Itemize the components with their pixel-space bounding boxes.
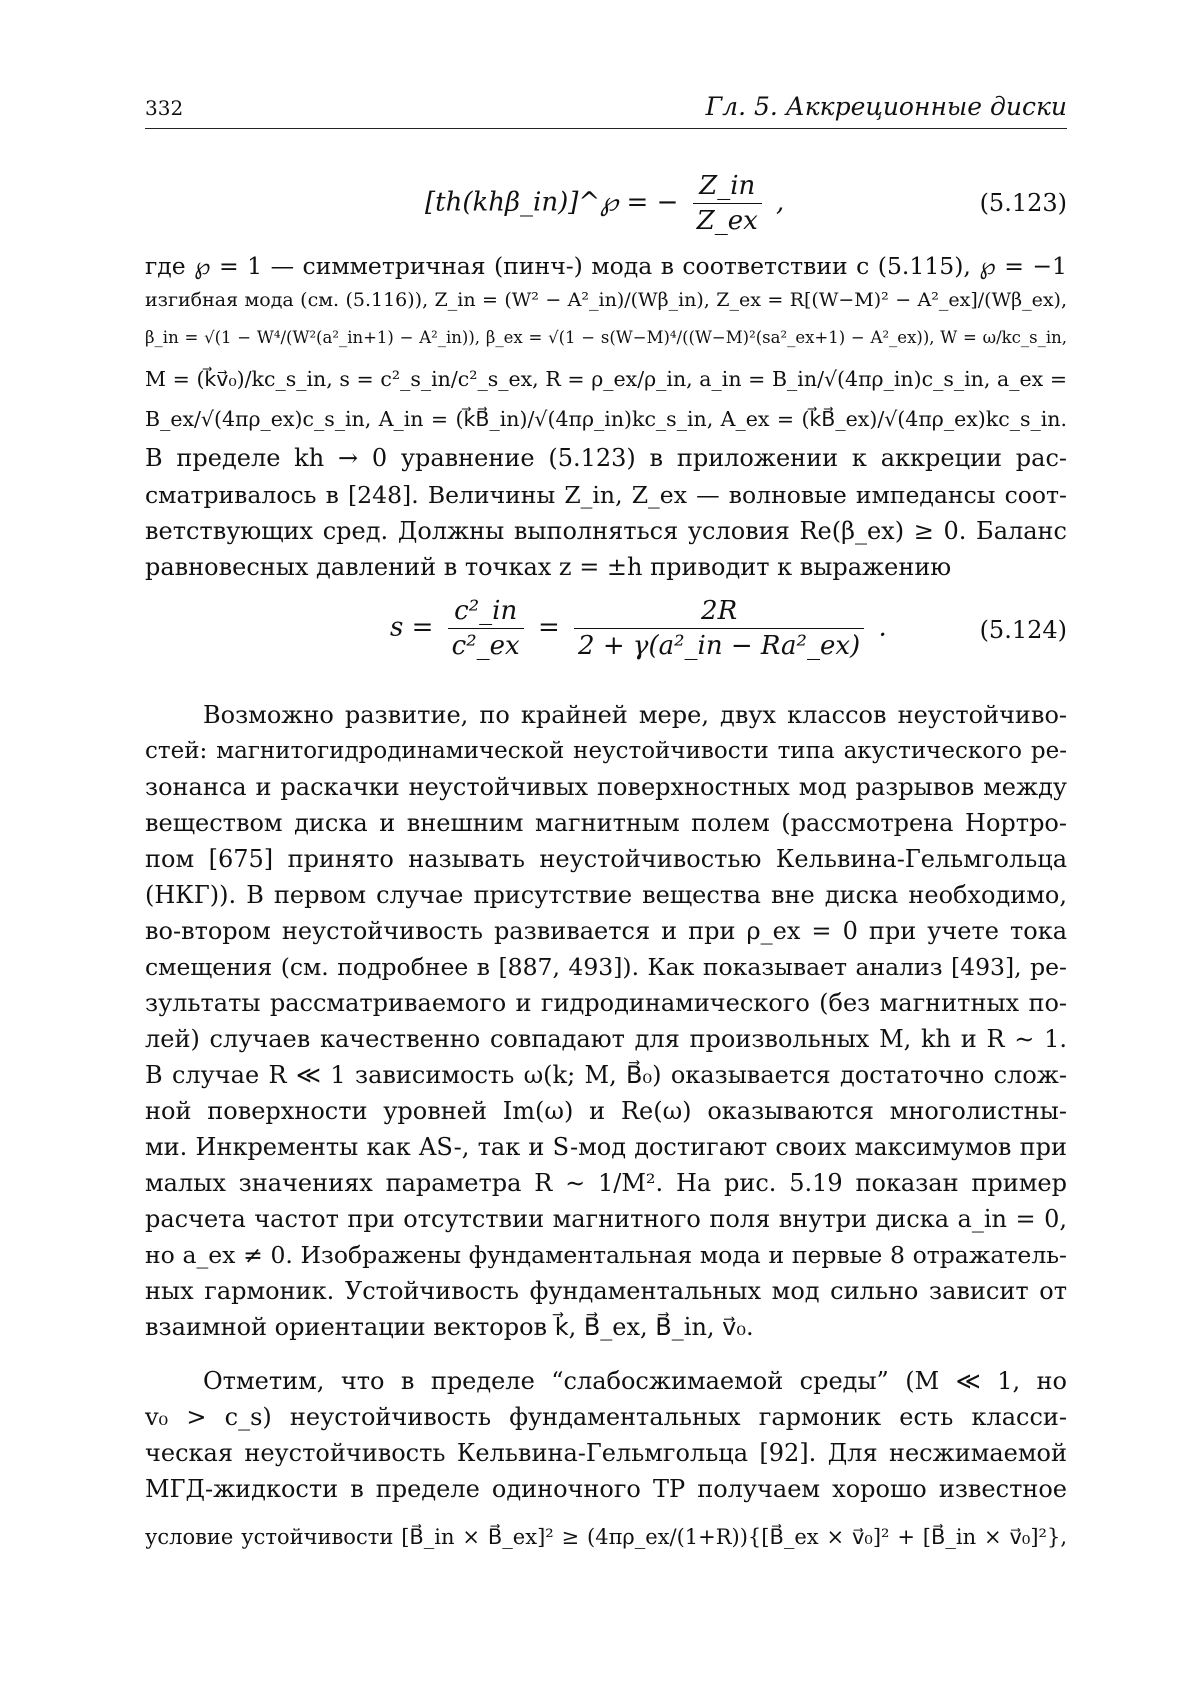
text-line: расчета частот при отсутствии магнитного поля внутри диска a_in = 0,	[145, 1205, 1067, 1233]
text-line: лей) случаев качественно совпадают для произвольных M, kh и R ∼ 1.	[145, 1025, 1067, 1053]
text-line: смещения (см. подробнее в [887, 493]). Как показывает анализ [493], ре-	[145, 953, 1067, 981]
text-line: но a_ex ≠ 0. Изображены фундаментальная мода и первые 8 отражатель-	[145, 1241, 1067, 1269]
text-line: B_ex/√(4πρ_ex)c_s_in, A_in = (k⃗B⃗_in)/√(4πρ_in)kc_s_in, A_ex = (k⃗B⃗_ex)/√(4πρ_ex)kc_s_in.	[145, 407, 1067, 431]
text-line: зонанса и раскачки неустойчивых поверхностных мод разрывов между	[145, 773, 1067, 801]
text-line: зультаты рассматриваемого и гидродинамического (без магнитных по-	[145, 989, 1067, 1017]
fraction-denominator: c²_ex	[451, 631, 520, 661]
equation-5-123	[145, 165, 1067, 245]
fraction-denominator: 2 + γ(a²_in − Ra²_ex)	[578, 631, 861, 661]
text-line: условие устойчивости [B⃗_in × B⃗_ex]² ≥ (4πρ_ex/(1+R)){[B⃗_ex × v⃗₀]² + [B⃗_in × v⃗₀]²},	[145, 1525, 1067, 1549]
text-line: во-втором неустойчивость развивается и при ρ_ex = 0 при учете тока	[145, 917, 1067, 945]
chapter-title: Гл. 5. Аккреционные диски	[705, 92, 1067, 121]
running-header	[145, 92, 1067, 129]
equation-mid: =	[537, 612, 560, 643]
fraction-numerator: Z_in	[693, 169, 762, 204]
text-line: В случае R ≪ 1 зависимость ω(k; M, B⃗₀) оказывается достаточно слож-	[145, 1061, 1067, 1089]
text-line: стей: магнитогидродинамической неустойчивости типа акустического ре-	[145, 738, 1067, 764]
text-line: равновесных давлений в точках z = ±h приводит к выражению	[145, 553, 952, 581]
text-line: МГД-жидкости в пределе одиночного ТР получаем хорошо известное	[145, 1475, 1067, 1503]
text-line: В пределе kh → 0 уравнение (5.123) в приложении к аккреции рас-	[145, 444, 1067, 472]
equation-body: [th(khβ_in)]^℘ = − $\frac{Z\_in}{Z\_ex}$ ,	[425, 171, 785, 236]
text-line: ветствующих сред. Должны выполняться условия Re(β_ex) ≥ 0. Баланс	[145, 517, 1067, 545]
text-line: ческая неустойчивость Кельвина-Гельмгольца [92]. Для несжимаемой	[145, 1439, 1067, 1467]
text-line: (НКГ)). В первом случае присутствие вещества вне диска необходимо,	[145, 881, 1067, 909]
equation-body	[390, 594, 887, 663]
text-line: M = (k⃗v⃗₀)/kc_s_in, s = c²_s_in/c²_s_ex, R = ρ_ex/ρ_in, a_in = B_in/√(4πρ_in)c_s_in, a_ex =	[145, 367, 1067, 391]
equation-fraction	[693, 169, 762, 238]
equation-number: (5.123)	[979, 189, 1067, 217]
fraction-numerator: 2R	[574, 594, 864, 629]
text-line: пом [675] принято называть неустойчивостью Кельвина-Гельмгольца	[145, 845, 1067, 873]
text-line: где ℘ = 1 — симметричная (пинч-) мода в соответствии с (5.115), ℘ = −1	[145, 252, 1067, 280]
text-line: малых значениях параметра R ∼ 1/M². На рис. 5.19 показан пример	[145, 1169, 1067, 1197]
text-line: β_in = √(1 − W⁴/(W²(a²_in+1) − A²_in)), β_ex = √(1 − s(W−M)⁴/((W−M)²(sa²_ex+1) − A²_ex)), W = ω/kc_s_in,	[145, 328, 1067, 347]
text-line: ми. Инкременты как AS-, так и S-мод достигают своих максимумов при	[145, 1133, 1067, 1161]
equation-tail: .	[878, 612, 887, 643]
equation-number: (5.124)	[979, 616, 1067, 644]
page-number: 332	[145, 96, 184, 120]
text-line: Возможно развитие, по крайней мере, двух классов неустойчиво-	[203, 701, 1067, 729]
text-line: веществом диска и внешним магнитным полем (рассмотрена Нортро-	[145, 809, 1067, 837]
equation-tail: ,	[776, 187, 785, 218]
equation-5-124	[145, 594, 1067, 674]
text-line: взаимной ориентации векторов k⃗, B⃗_ex, B⃗_in, v⃗₀.	[145, 1313, 754, 1341]
fraction-numerator: c²_in	[448, 594, 524, 629]
equation-fraction	[574, 594, 864, 663]
text-line: ной поверхности уровней Im(ω) и Re(ω) оказываются многолистны-	[145, 1097, 1067, 1125]
text-line: ных гармоник. Устойчивость фундаментальных мод сильно зависит от	[145, 1277, 1067, 1305]
equation-lhs: [th(khβ_in)]^℘ =	[425, 187, 649, 218]
text-line: сматривалось в [248]. Величины Z_in, Z_ex — волновые импедансы соот-	[145, 481, 1067, 509]
equation-fraction	[448, 594, 524, 663]
equation-lhs: s =	[390, 612, 434, 643]
text-line: изгибная мода (см. (5.116)), Z_in = (W² − A²_in)/(Wβ_in), Z_ex = R[(W−M)² − A²_ex]/(Wβ_ex),	[145, 289, 1067, 311]
text-line: v₀ > c_s) неустойчивость фундаментальных гармоник есть класси-	[145, 1403, 1067, 1431]
fraction-denominator: Z_ex	[696, 206, 758, 236]
text-line: Отметим, что в пределе “слабосжимаемой среды” (M ≪ 1, но	[203, 1367, 1067, 1395]
